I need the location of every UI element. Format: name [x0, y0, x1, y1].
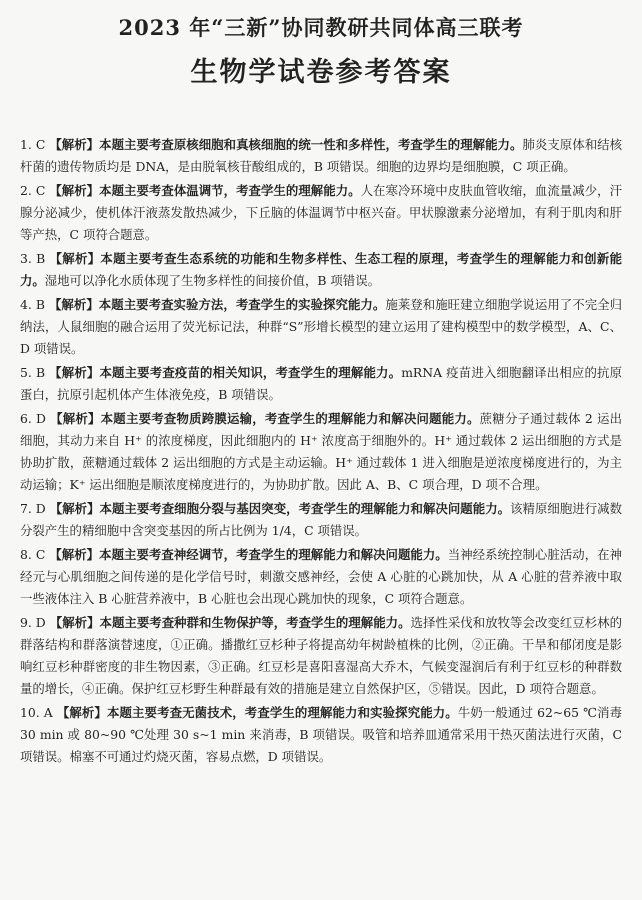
answer-focus: 本题主要考查实验方法，考查学生的实验探究能力。: [98, 297, 386, 312]
answer-focus: 本题主要考查疫苗的相关知识，考查学生的理解能力。: [99, 365, 402, 380]
answer-item: [20, 294, 622, 360]
answer-explanation: 肺炎支原体和结核杆菌的遗传物质均是 DNA，是由脱氧核苷酸组成的，B 项错误。细胞的边界均是细胞膜，C 项正确。: [20, 137, 622, 174]
analysis-tag: 【解析】: [50, 411, 101, 426]
analysis-tag: 【解析】: [49, 251, 101, 266]
answer-item: [20, 248, 622, 292]
answer-focus: 本题主要考查无菌技术，考查学生的理解能力和实验探究能力。: [106, 705, 458, 720]
answer-focus: 本题主要考查细胞分裂与基因突变，考查学生的理解能力和解决问题能力。: [99, 501, 511, 516]
answer-number: 6. D: [20, 411, 46, 426]
answer-item: [20, 612, 622, 700]
analysis-tag: 【解析】: [49, 183, 100, 198]
answer-explanation: 牛奶一般通过 62~65 ℃消毒 30 min 或 80~90 ℃处理 30 s~1 min 来消毒，B 项错误。吸管和培养皿通常采用干热灭菌法进行灭菌，C 项错误。棉塞不可通过灼烧灭菌，容易点燃，D 项错误。: [20, 705, 623, 764]
answer-focus: 本题主要考查体温调节，考查学生的理解能力。: [99, 183, 361, 198]
answer-number: 4. B: [20, 297, 45, 312]
answer-item: [20, 498, 622, 542]
answer-item: [20, 408, 622, 496]
analysis-tag: 【解析】: [56, 705, 107, 720]
answer-number: 2. C: [20, 183, 46, 198]
answer-explanation: mRNA 疫苗进入细胞翻译出相应的抗原蛋白，抗原引起机体产生体液免疫，B 项错误。: [20, 365, 622, 402]
answer-number: 5. B: [20, 365, 46, 380]
answer-number: 3. B: [20, 251, 46, 266]
answer-focus: 本题主要考查种群和生物保护等，考查学生的理解能力。: [99, 615, 411, 630]
answer-number: 9. D: [20, 615, 46, 630]
analysis-tag: 【解析】: [49, 501, 100, 516]
answer-explanation: 湿地可以净化水质体现了生物多样性的间接价值，B 项错误。: [44, 273, 380, 288]
answer-explanation: 蔗糖分子通过载体 2 运出细胞，其动力来自 H⁺ 的浓度梯度，因此细胞内的 H⁺ 浓度高于细胞外的。H⁺ 通过载体 2 运出细胞的方式是协助扩散，蔗糖通过载体 2 运出细胞的方式是主动运输。H⁺ 通过载体 1 进入细胞是逆浓度梯度进行的，为主动运输；K⁺ 运出细胞是顺浓度梯度进行的，为协助扩散。因此 A、B、C 项合理，D 项不合理。: [20, 411, 623, 492]
answer-explanation: 选择性采伐和放牧等会改变红豆杉林的群落结构和群落演替速度，①正确。播撒红豆杉种子将提高幼年树龄植株的比例，②正确。干旱和郁闭度是影响红豆杉种群密度的非生物因素，③正确。红豆杉是喜阳喜湿高大乔木，气候变湿润后有利于红豆杉的种群数量的增长，④正确。保护红豆杉野生种群最有效的措施是建立自然保护区，⑤错误。因此，D 项符合题意。: [20, 615, 622, 696]
document-title: 生物学试卷参考答案: [190, 57, 452, 88]
answer-explanation: 施莱登和施旺建立细胞学说运用了不完全归纳法，人鼠细胞的融合运用了荧光标记法，种群“S”形增长模型的建立运用了建构模型中的数学模型，A、C、D 项错误。: [20, 297, 623, 356]
answer-item: [20, 702, 622, 768]
answer-explanation: 该精原细胞进行减数分裂产生的精细胞中含突变基因的所占比例为 1/4，C 项错误。: [20, 501, 622, 538]
exam-title: 2023 年“三新”协同教研共同体高三联考: [118, 15, 524, 40]
answer-number: 10. A: [20, 705, 53, 720]
answer-focus: 本题主要考查物质跨膜运输，考查学生的理解能力和解决问题能力。: [100, 411, 480, 426]
answer-explanation: 当神经系统控制心脏活动，在神经元与心肌细胞之间传递的是化学信号时，刺激交感神经，会使 A 心脏的心跳加快，从 A 心脏的营养液中取一些液体注入 B 心脏营养液中，B 心脏也会出现心跳加快的现象，C 项符合题意。: [20, 547, 623, 606]
answer-number: 7. D: [20, 501, 46, 516]
answer-number: 8. C: [20, 547, 46, 562]
analysis-tag: 【解析】: [49, 547, 100, 562]
analysis-tag: 【解析】: [49, 137, 100, 152]
answer-number: 1. C: [20, 137, 46, 152]
answer-focus: 本题主要考查神经调节，考查学生的理解能力和解决问题能力。: [99, 547, 448, 562]
answer-item: [20, 180, 622, 246]
analysis-tag: 【解析】: [49, 365, 100, 380]
answer-focus: 本题主要考查生态系统的功能和生物多样性、生态工程的原理，考查学生的理解能力和创新能力。: [20, 251, 622, 288]
answer-item: [20, 362, 622, 406]
answer-item: [20, 134, 622, 178]
analysis-tag: 【解析】: [49, 615, 100, 630]
answer-focus: 本题主要考查原核细胞和真核细胞的统一性和多样性，考查学生的理解能力。: [99, 137, 523, 152]
answer-item: [20, 544, 622, 610]
analysis-tag: 【解析】: [48, 297, 99, 312]
answer-explanation: 人在寒冷环境中皮肤血管收缩，血流量减少，汗腺分泌减少，使机体汗液蒸发散热减少，下丘脑的体温调节中枢兴奋。甲状腺激素分泌增加，有利于肌肉和肝等产热，C 项符合题意。: [20, 183, 623, 242]
answer-list: [20, 134, 622, 768]
